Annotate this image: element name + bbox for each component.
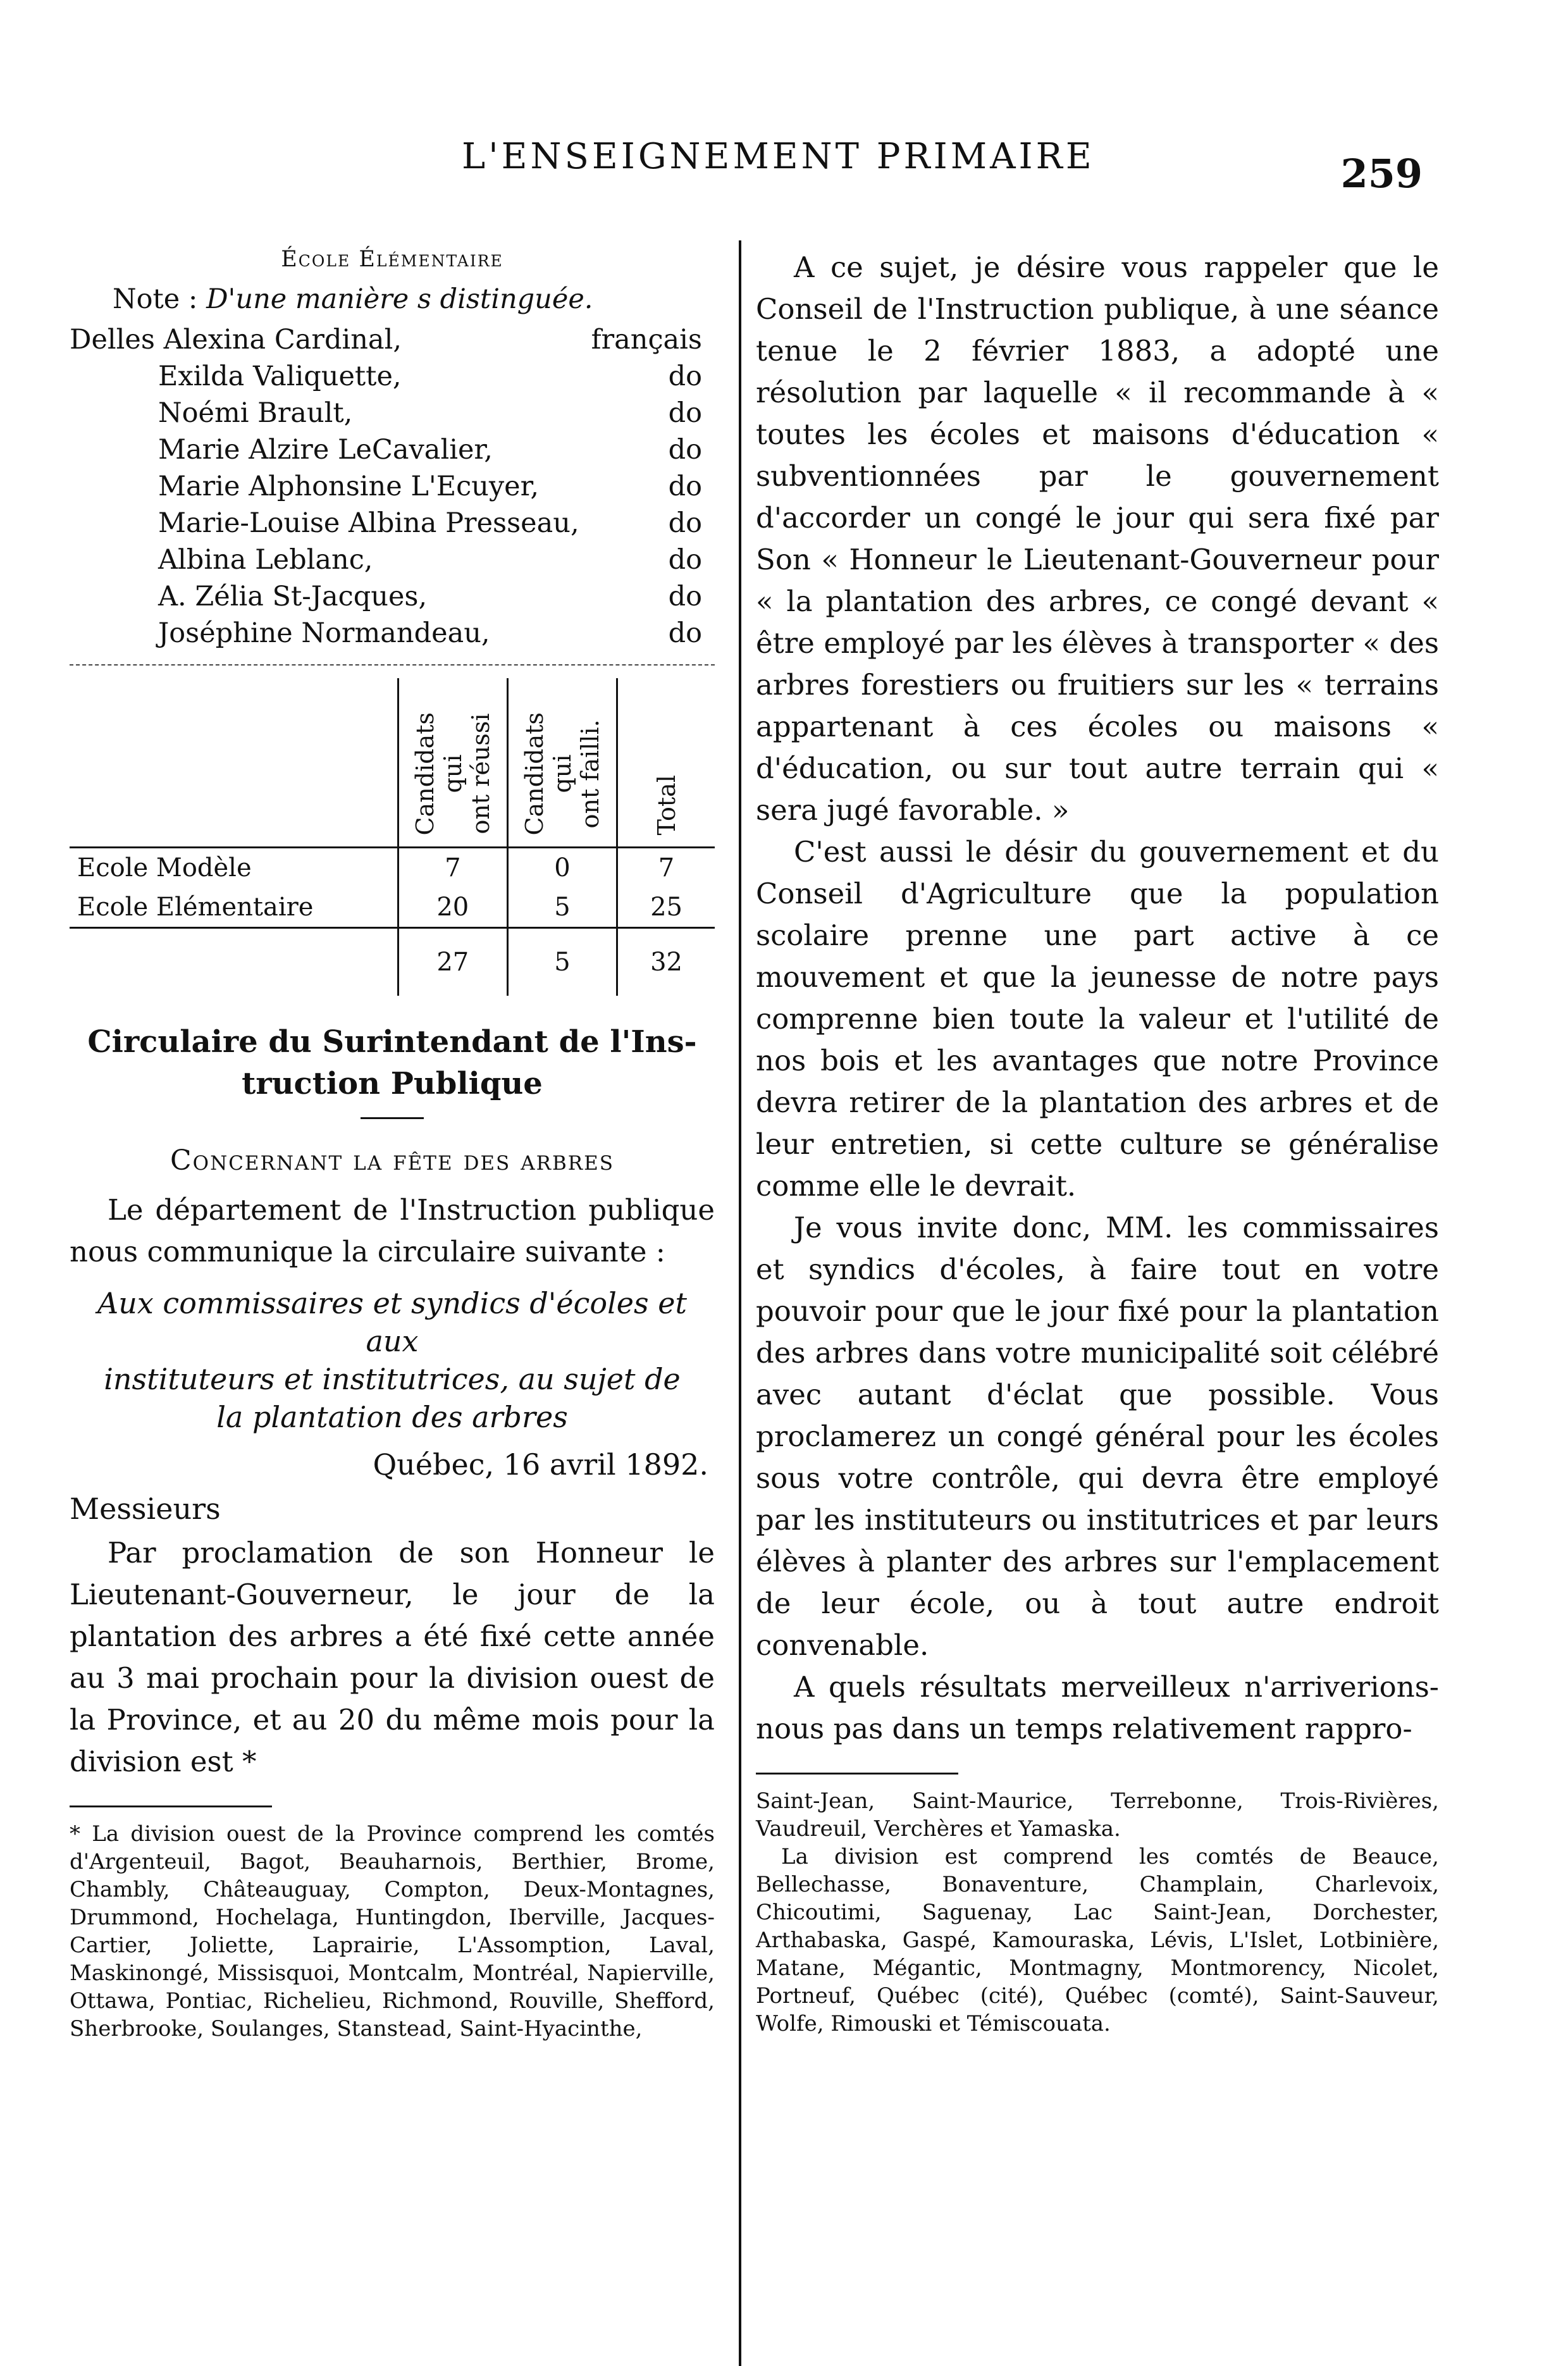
name: A. Zélia St-Jacques,: [158, 581, 428, 612]
column-divider: [739, 240, 741, 2366]
letter-date: Québec, 16 avril 1892.: [373, 1447, 708, 1482]
note-line: [113, 283, 715, 315]
paragraph: A quels résultats merveilleux n'arriverions-nous pas dans un temps relativement rappro-: [756, 1670, 1439, 1745]
table-header-row: [70, 678, 715, 848]
header-total: Total: [617, 678, 715, 848]
list-item: [70, 505, 715, 542]
list-item: [70, 542, 715, 578]
running-title: L'ENSEIGNEMENT PRIMAIRE: [462, 136, 1095, 177]
name: Noémi Brault,: [158, 397, 353, 429]
right-column: [756, 247, 1439, 2038]
cell-reussi: 7: [398, 848, 507, 888]
section-rule: [70, 664, 715, 666]
total-reussi: 27: [398, 928, 507, 996]
list-item: [70, 395, 715, 431]
subject: do: [668, 434, 702, 466]
subject: do: [668, 397, 702, 429]
subject: do: [668, 581, 702, 612]
header-reussi: Candidats qui ont réussi: [398, 678, 507, 848]
ecole-title: École Élémentaire: [281, 247, 503, 272]
left-column: [70, 247, 715, 2043]
list-item: [70, 321, 715, 358]
subject: français: [591, 324, 702, 356]
footnote-rule: [70, 1805, 272, 1807]
name: Delles Alexina Cardinal,: [70, 324, 402, 356]
subject: do: [668, 544, 702, 576]
footnote-east: La division est comprend les comtés de Beauce, Bellechasse, Bonaventure, Champlain, Charlevoix, Chicoutimi, Saguenay, Lac Saint-Jean, Dorchester, Arthabaska, Gaspé, Kamouraska, Lévis, L'Islet, Lotbinière, Matane, Mégantic, Montmagny, Montmorency, Nicolet, Portneuf, Québec (cité), Québec (comté), Saint-Sauveur, Wolfe, Rimouski et Témiscouata.: [756, 1844, 1439, 2036]
footnote-continued: Saint-Jean, Saint-Maurice, Terrebonne, Trois-Rivières, Vaudreuil, Verchères et Yamaska.: [756, 1788, 1439, 1842]
name: Joséphine Normandeau,: [158, 617, 490, 649]
address-line-3: la plantation des arbres: [216, 1400, 568, 1434]
paragraph: C'est aussi le désir du gouvernement et du Conseil d'Agriculture que la population scolaire prenne une part active à ce mouvement et que la jeunesse de notre pays comprenne bien toute la valeur et l'utilité de nos bois et les avantages que notre Province devra retirer de la plantation des arbres et de leur entretien, si cette culture se généralise comme elle le devrait.: [756, 835, 1439, 1203]
page-number: 259: [1340, 151, 1423, 197]
header-blank: [70, 678, 398, 848]
subject: do: [668, 507, 702, 539]
note-value: D'une manière s distinguée.: [206, 283, 593, 315]
name: Albina Leblanc,: [158, 544, 373, 576]
circular-title: [70, 1021, 715, 1105]
address-block: [70, 1284, 715, 1436]
note-label: Note :: [113, 283, 198, 315]
cell-reussi: 20: [398, 888, 507, 928]
name: Marie Alphonsine L'Ecuyer,: [158, 471, 540, 502]
circular-title-line-2: truction Publique: [242, 1066, 543, 1101]
cell-failli: 5: [507, 888, 617, 928]
cell-total: 25: [617, 888, 715, 928]
address-line-2: instituteurs et institutrices, au sujet de: [104, 1362, 681, 1396]
name: Marie-Louise Albina Presseau,: [158, 507, 579, 539]
table-row: [70, 888, 715, 928]
header-failli: Candidats qui ont failli.: [507, 678, 617, 848]
cell-failli: 0: [507, 848, 617, 888]
footnote: * La division ouest de la Province comprend les comtés d'Argenteuil, Bagot, Beauharnois, Berthier, Brome, Chambly, Châteauguay, Compton, Deux-Montagnes, Drummond, Hochelaga, Huntingdon, Iberville, Jacques-Cartier, Joliette, Laprairie, L'Assomption, Laval, Maskinongé, Missisquoi, Montcalm, Montréal, Napierville, Ottawa, Pontiac, Richelieu, Richmond, Rouville, Shefford, Sherbrooke, Soulanges, Stanstead, Saint-Hyacinthe,: [70, 1821, 715, 2041]
subtitle: Concernant la fête des arbres: [170, 1144, 614, 1177]
address-line-1: Aux commissaires et syndics d'écoles et aux: [97, 1286, 687, 1358]
names-list: [70, 321, 715, 652]
name: Exilda Valiquette,: [158, 361, 402, 392]
list-item: [70, 468, 715, 505]
total-failli: 5: [507, 928, 617, 996]
list-item: [70, 578, 715, 615]
row-label-blank: [70, 928, 398, 996]
table-total-row: [70, 928, 715, 996]
subject: do: [668, 617, 702, 649]
list-item: [70, 615, 715, 652]
paragraph: Je vous invite donc, MM. les commissaires et syndics d'écoles, à faire tout en votre pouvoir pour que le jour fixé pour la plantation des arbres dans votre municipalité soit célébré avec autant d'éclat que possible. Vous proclamerez un congé général pour les écoles sous votre contrôle, qui devra être employé par les instituteurs ou institutrices et par leurs élèves à planter des arbres sur l'emplacement de leur école, ou à tout autre endroit convenable.: [756, 1211, 1439, 1662]
list-item: [70, 358, 715, 395]
paragraph: Le département de l'Instruction publique nous communique la circulaire suivante :: [70, 1193, 715, 1268]
stats-table: [70, 678, 715, 996]
subject: do: [668, 361, 702, 392]
total-total: 32: [617, 928, 715, 996]
paragraph: A ce sujet, je désire vous rappeler que le Conseil de l'Instruction publique, à une séance tenue le 2 février 1883, a adopté une résolution par laquelle « il recommande à « toutes les écoles et maisons d'éducation « subventionnées par le gouvernement d'accorder un congé le jour qui sera fixé par Son « Honneur le Lieutenant-Gouverneur pour « la plantation des arbres, ce congé devant « être employé par les élèves à transporter « des arbres forestiers ou fruitiers sur les « terrains appartenant à ces écoles ou maisons « d'éducation, ou sur tout autre terrain qui « sera jugé favorable. »: [756, 251, 1439, 827]
footnote-rule: [756, 1773, 958, 1774]
list-item: [70, 431, 715, 468]
circular-title-line-1: Circulaire du Surintendant de l'Ins-: [87, 1024, 697, 1060]
paragraph: Par proclamation de son Honneur le Lieutenant-Gouverneur, le jour de la plantation des arbres a été fixé cette année au 3 mai prochain pour la division ouest de la Province, et au 20 du même mois pour la division est *: [70, 1536, 715, 1778]
short-rule: [361, 1117, 424, 1119]
table-row: [70, 848, 715, 888]
row-label: Ecole Elémentaire: [77, 893, 314, 922]
subject: do: [668, 471, 702, 502]
name: Marie Alzire LeCavalier,: [158, 434, 493, 466]
row-label: Ecole Modèle: [70, 848, 398, 888]
salutation: Messieurs: [70, 1492, 221, 1526]
cell-total: 7: [617, 848, 715, 888]
